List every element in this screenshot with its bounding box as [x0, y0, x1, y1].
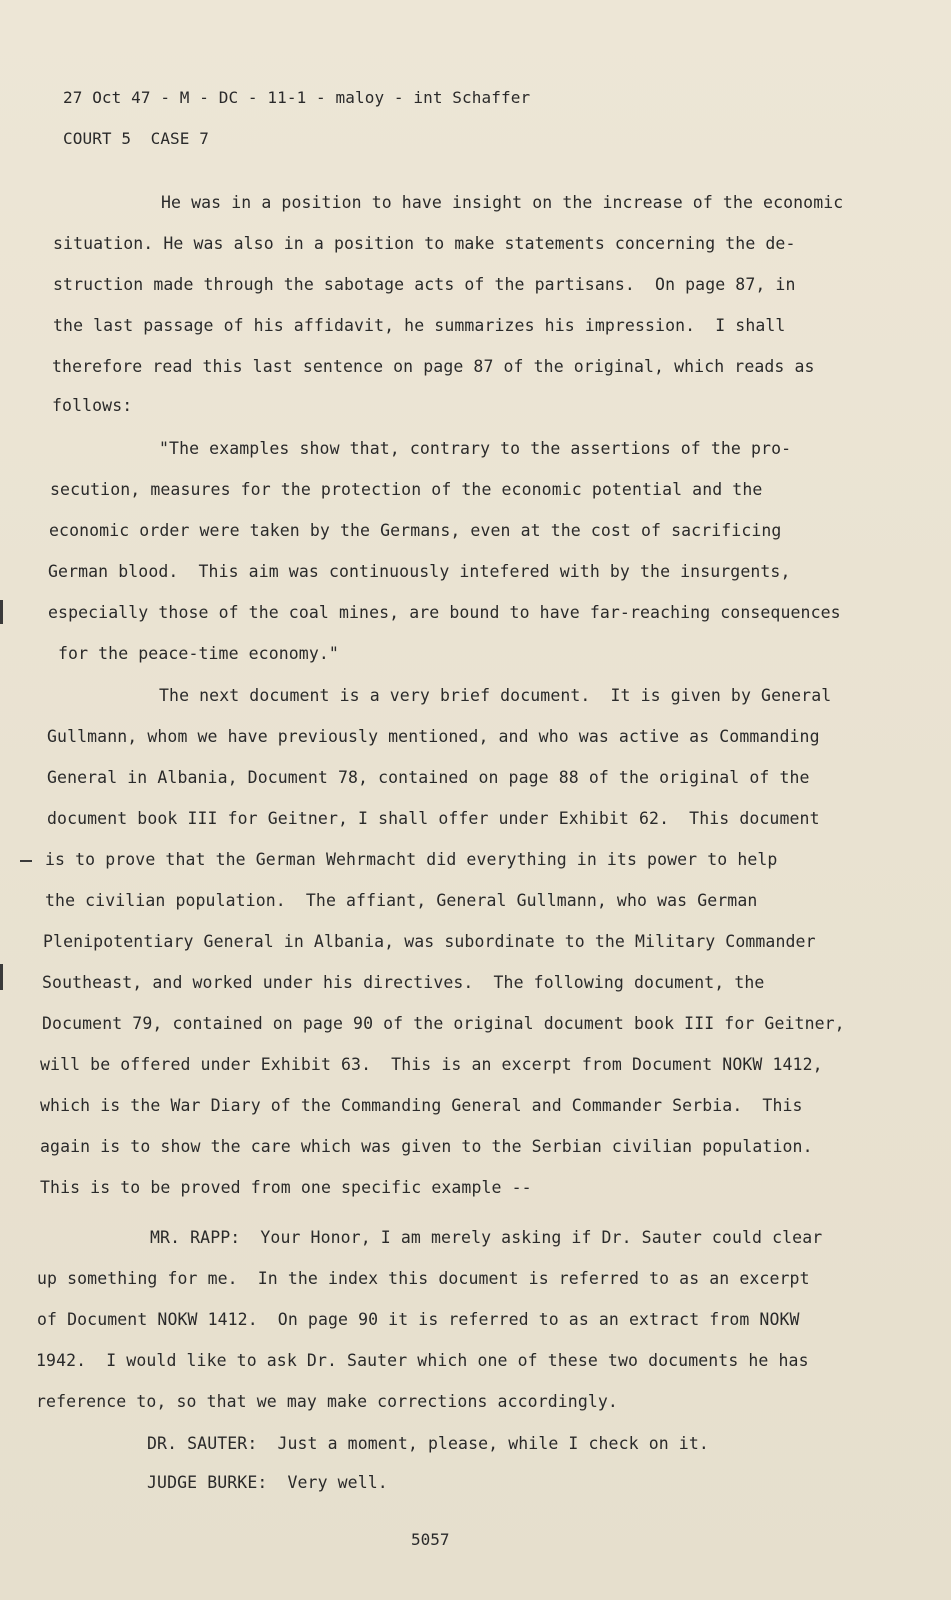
body-line: Southeast, and worked under his directives. The following document, the [42, 973, 765, 992]
body-line: This is to be proved from one specific example -- [40, 1178, 532, 1197]
quote-line: German blood. This aim was continuously intefered with by the insurgents, [48, 562, 791, 581]
body-line: General in Albania, Document 78, contained on page 88 of the original of the [47, 768, 810, 787]
body-line: Plenipotentiary General in Albania, was subordinate to the Military Commander [43, 932, 816, 951]
body-line: situation. He was also in a position to make statements concerning the de- [53, 234, 796, 253]
quote-line: economic order were taken by the Germans, even at the cost of sacrificing [49, 521, 782, 540]
body-line: the civilian population. The affiant, General Gullmann, who was German [45, 891, 758, 910]
body-line: 1942. I would like to ask Dr. Sauter which one of these two documents he has [36, 1351, 809, 1370]
quote-line: especially those of the coal mines, are bound to have far-reaching consequences [48, 603, 841, 622]
margin-mark [0, 964, 3, 990]
body-line: The next document is a very brief document. It is given by General [159, 686, 832, 705]
body-line: struction made through the sabotage acts of the partisans. On page 87, in [53, 275, 796, 294]
margin-mark [0, 600, 3, 624]
speaker-line: DR. SAUTER: Just a moment, please, while I check on it. [147, 1434, 709, 1453]
quote-line: secution, measures for the protection of the economic potential and the [50, 480, 763, 499]
body-line: document book III for Geitner, I shall offer under Exhibit 62. This document [47, 809, 820, 828]
body-line: will be offered under Exhibit 63. This is an excerpt from Document NOKW 1412, [40, 1055, 823, 1074]
body-line: follows: [52, 396, 133, 415]
page-number: 5057 [411, 1530, 450, 1549]
body-line: Gullmann, whom we have previously mentioned, and who was active as Commanding [47, 727, 820, 746]
quote-line: for the peace-time economy." [58, 644, 339, 663]
body-line: up something for me. In the index this document is referred to as an excerpt [37, 1269, 810, 1288]
header-line-1: 27 Oct 47 - M - DC - 11-1 - maloy - int Schaffer [63, 88, 531, 107]
header-line-2: COURT 5 CASE 7 [63, 129, 209, 148]
body-line: He was in a position to have insight on the increase of the economic [161, 193, 844, 212]
body-line: Document 79, contained on page 90 of the original document book III for Geitner, [42, 1014, 845, 1033]
body-line: which is the War Diary of the Commanding General and Commander Serbia. This [40, 1096, 803, 1115]
body-line: of Document NOKW 1412. On page 90 it is referred to as an extract from NOKW [37, 1310, 800, 1329]
body-line: again is to show the care which was given to the Serbian civilian population. [40, 1137, 813, 1156]
speaker-line: MR. RAPP: Your Honor, I am merely asking if Dr. Sauter could clear [150, 1228, 823, 1247]
margin-mark [20, 860, 32, 862]
quote-line: "The examples show that, contrary to the assertions of the pro- [159, 439, 792, 458]
body-line: the last passage of his affidavit, he summarizes his impression. I shall [53, 316, 786, 335]
speaker-line: JUDGE BURKE: Very well. [147, 1473, 388, 1492]
body-line: therefore read this last sentence on page 87 of the original, which reads as [52, 357, 815, 376]
body-line: is to prove that the German Wehrmacht did everything in its power to help [45, 850, 778, 869]
body-line: reference to, so that we may make corrections accordingly. [36, 1392, 618, 1411]
